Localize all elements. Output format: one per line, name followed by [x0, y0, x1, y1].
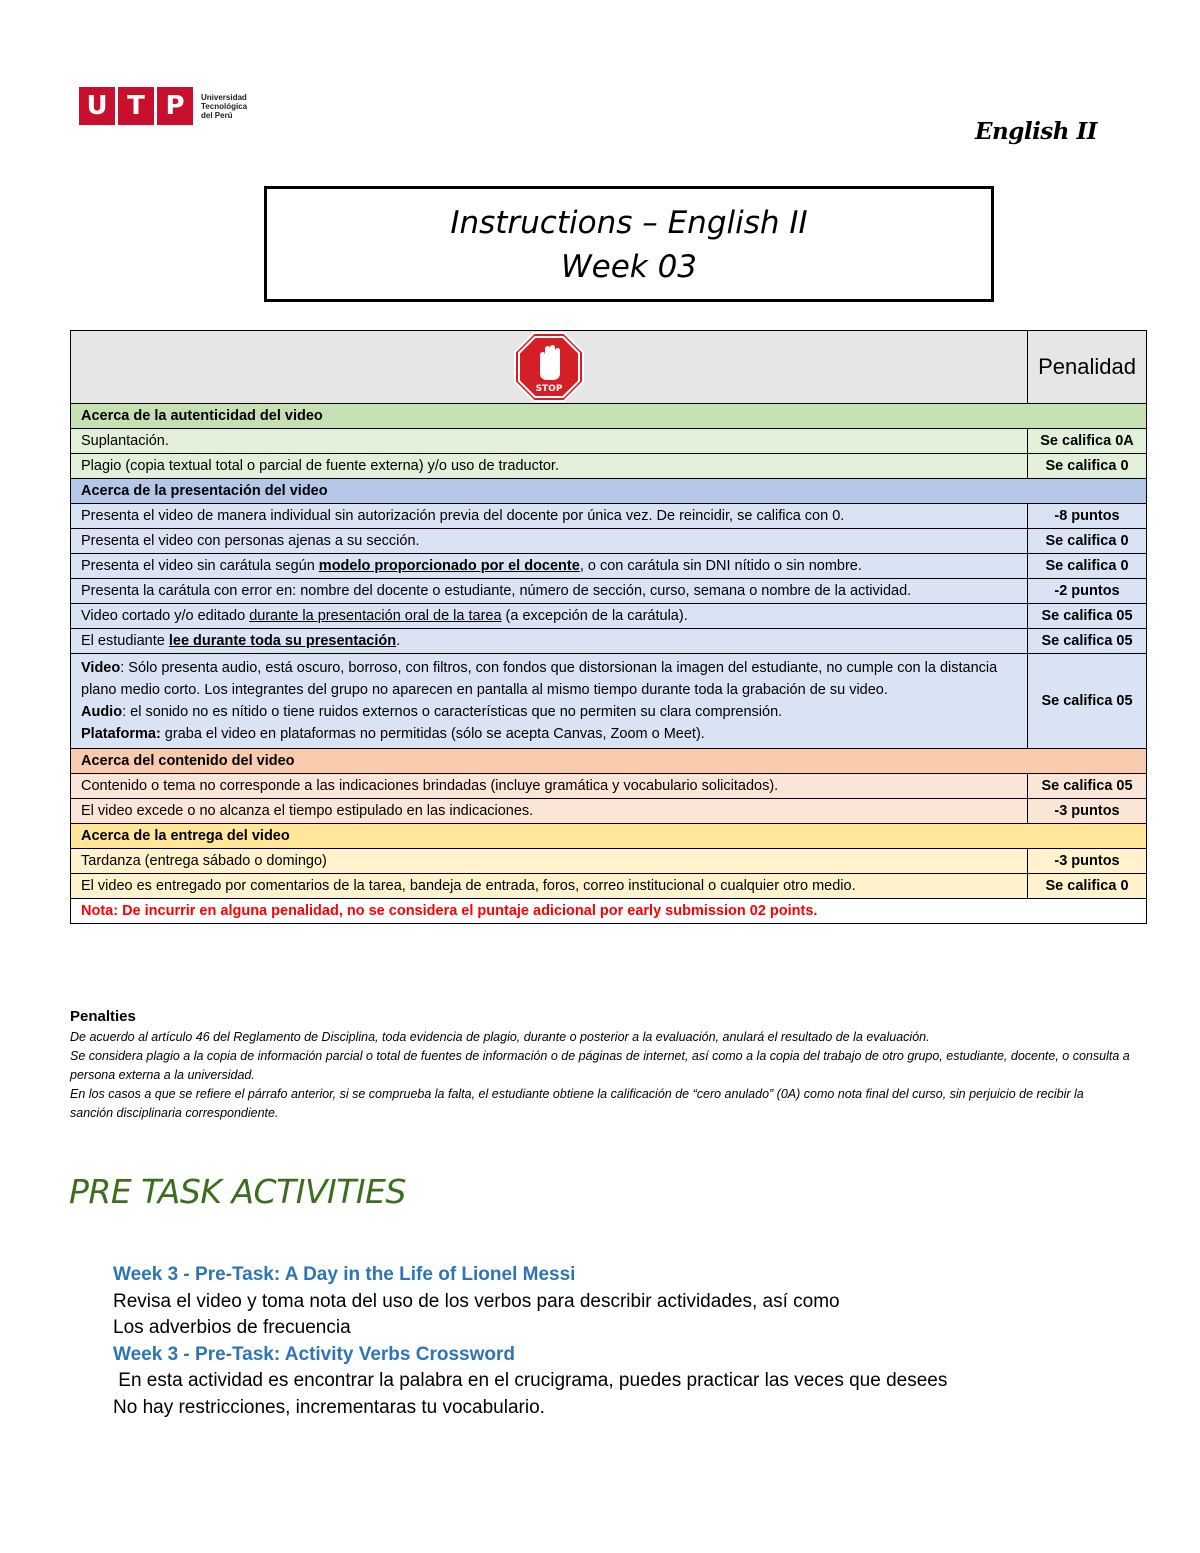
activity-description: No hay restricciones, incrementaras tu vocabulario.: [113, 1396, 545, 1418]
row-text: El video es entregado por comentarios de la tarea, bandeja de entrada, foros, correo institucional o cualquier otro medio.: [71, 874, 1028, 899]
row-text: Plagio (copia textual total o parcial de fuente externa) y/o uso de traductor.: [71, 454, 1028, 479]
table-row: [71, 799, 1147, 824]
audio-label: Audio: [81, 704, 123, 720]
row-value: Se califica 0: [1028, 554, 1147, 579]
utp-logo: [79, 87, 247, 125]
table-row: [71, 504, 1147, 529]
activity-description: Revisa el video y toma nota del uso de los verbos para describir actividades, así como: [113, 1290, 840, 1312]
row-value: Se califica 05: [1028, 604, 1147, 629]
row-value: Se califica 05: [1028, 629, 1147, 654]
row-text-c: , o con carátula sin DNI nítido o sin nombre.: [579, 558, 862, 574]
table-header-row: [71, 331, 1147, 404]
activity-link[interactable]: Week 3 - Pre-Task: Activity Verbs Crossword: [113, 1343, 515, 1365]
penalty-table: [70, 330, 1147, 924]
row-text-a: Presenta el video sin carátula según: [81, 558, 319, 574]
row-text: El video excede o no alcanza el tiempo estipulado en las indicaciones.: [71, 799, 1028, 824]
table-row: [71, 579, 1147, 604]
row-value: Se califica 0: [1028, 454, 1147, 479]
logo-letter-t: T: [118, 87, 157, 125]
video-text: : Sólo presenta audio, está oscuro, borroso, con filtros, con fondos que distorsionan la imagen del estudiante, no cumple con la distancia plano medio corto. Los integrantes del grupo no aparecen en pantalla al mismo tiempo durante toda la grabación de su video.: [81, 660, 998, 698]
section-heading-row: [71, 749, 1147, 774]
table-row: [71, 604, 1147, 629]
section-heading-row: [71, 824, 1147, 849]
activity-description: Los adverbios de frecuencia: [113, 1317, 351, 1338]
section-heading: Acerca de la autenticidad del video: [71, 404, 1147, 429]
stop-hand-icon: [513, 331, 585, 403]
table-row: [71, 529, 1147, 554]
row-text: [71, 604, 1028, 629]
row-value: -2 puntos: [1028, 579, 1147, 604]
section-heading: Acerca de la entrega del video: [71, 824, 1147, 849]
platform-label: Plataforma:: [81, 726, 161, 742]
stop-label: STOP: [535, 384, 563, 394]
platform-text: graba el video en plataformas no permitidas (sólo se acepta Canvas, Zoom o Meet).: [160, 726, 705, 742]
table-row: [71, 874, 1147, 899]
section-heading: Acerca del contenido del video: [71, 749, 1147, 774]
note-text: Nota: De incurrir en alguna penalidad, no se considera el puntaje adicional por early submission 02 points.: [71, 899, 1147, 924]
title-box: [264, 186, 994, 302]
course-tag: English II: [975, 118, 1098, 145]
row-value: Se califica 0: [1028, 529, 1147, 554]
row-value: -8 puntos: [1028, 504, 1147, 529]
row-text: Presenta el video con personas ajenas a su sección.: [71, 529, 1028, 554]
title-line-1: Instructions – English II: [450, 205, 808, 241]
row-value: Se califica 0: [1028, 874, 1147, 899]
penalties-heading: Penalties: [70, 1008, 136, 1025]
penalties-paragraph: Se considera plagio a la copia de información parcial o total de fuentes de información o de páginas de internet, así como a la copia del trabajo de otro grupo, estudiante, docente, o consulta a persona externa a la universidad.: [70, 1049, 1130, 1082]
row-text-emphasis: modelo proporcionado por el docente: [318, 558, 580, 574]
row-text: Contenido o tema no corresponde a las indicaciones brindadas (incluye gramática y vocabulario solicitados).: [71, 774, 1028, 799]
table-row: [71, 554, 1147, 579]
section-heading-row: [71, 404, 1147, 429]
row-text-c: .: [396, 633, 401, 649]
penalties-paragraph: De acuerdo al artículo 46 del Reglamento de Disciplina, toda evidencia de plagio, durante o posterior a la evaluación, anulará el resultado de la evaluación.: [70, 1030, 930, 1044]
table-row: [71, 629, 1147, 654]
audio-text: : el sonido no es nítido o tiene ruidos externos o características que no permiten su clara comprensión.: [122, 704, 783, 720]
row-value: -3 puntos: [1028, 799, 1147, 824]
table-row: [71, 849, 1147, 874]
penalidad-header: Penalidad: [1028, 331, 1147, 404]
row-text-a: Video cortado y/o editado: [81, 608, 250, 624]
penalties-section: [70, 1008, 1130, 1123]
row-text: Suplantación.: [71, 429, 1028, 454]
row-value: -3 puntos: [1028, 849, 1147, 874]
logo-line: Universidad: [201, 92, 247, 102]
table-row: [71, 774, 1147, 799]
row-text: [71, 629, 1028, 654]
table-row: [71, 454, 1147, 479]
row-value: Se califica 0A: [1028, 429, 1147, 454]
row-value: Se califica 05: [1028, 774, 1147, 799]
section-heading-row: [71, 479, 1147, 504]
utp-logo-mark: [79, 87, 193, 125]
section-heading: Acerca de la presentación del video: [71, 479, 1147, 504]
row-text-a: El estudiante: [81, 633, 169, 649]
row-text: [71, 654, 1028, 749]
row-text-c: (a excepción de la carátula).: [501, 608, 688, 624]
activities-list: [113, 1262, 1113, 1421]
title-line-2: Week 03: [560, 249, 698, 285]
logo-line: Tecnológica: [201, 101, 248, 111]
row-text: Presenta la carátula con error en: nombre del docente o estudiante, número de sección, curso, semana o nombre de la actividad.: [71, 579, 1028, 604]
note-row: [71, 899, 1147, 924]
row-text: [71, 554, 1028, 579]
logo-letter-p: P: [165, 91, 185, 121]
row-text-emphasis: durante la presentación oral de la tarea: [249, 608, 502, 624]
row-text: Tardanza (entrega sábado o domingo): [71, 849, 1028, 874]
video-label: Video: [81, 660, 121, 676]
table-row: [71, 654, 1147, 749]
logo-text: [201, 93, 247, 120]
pretask-heading: PRE TASK ACTIVITIES: [69, 1172, 406, 1211]
activity-link[interactable]: Week 3 - Pre-Task: A Day in the Life of Lionel Messi: [113, 1264, 576, 1285]
stop-cell: [71, 331, 1028, 404]
activity-description: En esta actividad es encontrar la palabra en el crucigrama, puedes practicar las veces que desees: [113, 1370, 948, 1391]
logo-letter-u: U: [79, 87, 118, 125]
row-value: Se califica 05: [1028, 654, 1147, 749]
row-text-emphasis: lee durante toda su presentación: [168, 633, 397, 649]
logo-line: del Perú: [201, 110, 233, 120]
penalties-paragraph: En los casos a que se refiere el párrafo anterior, si se comprueba la falta, el estudiante obtiene la calificación de “cero anulado” (0A) como nota final del curso, sin perjuicio de recibir la sanción disciplinaria correspondiente.: [70, 1087, 1084, 1120]
table-row: [71, 429, 1147, 454]
row-text: Presenta el video de manera individual sin autorización previa del docente por única vez. De reincidir, se califica con 0.: [71, 504, 1028, 529]
